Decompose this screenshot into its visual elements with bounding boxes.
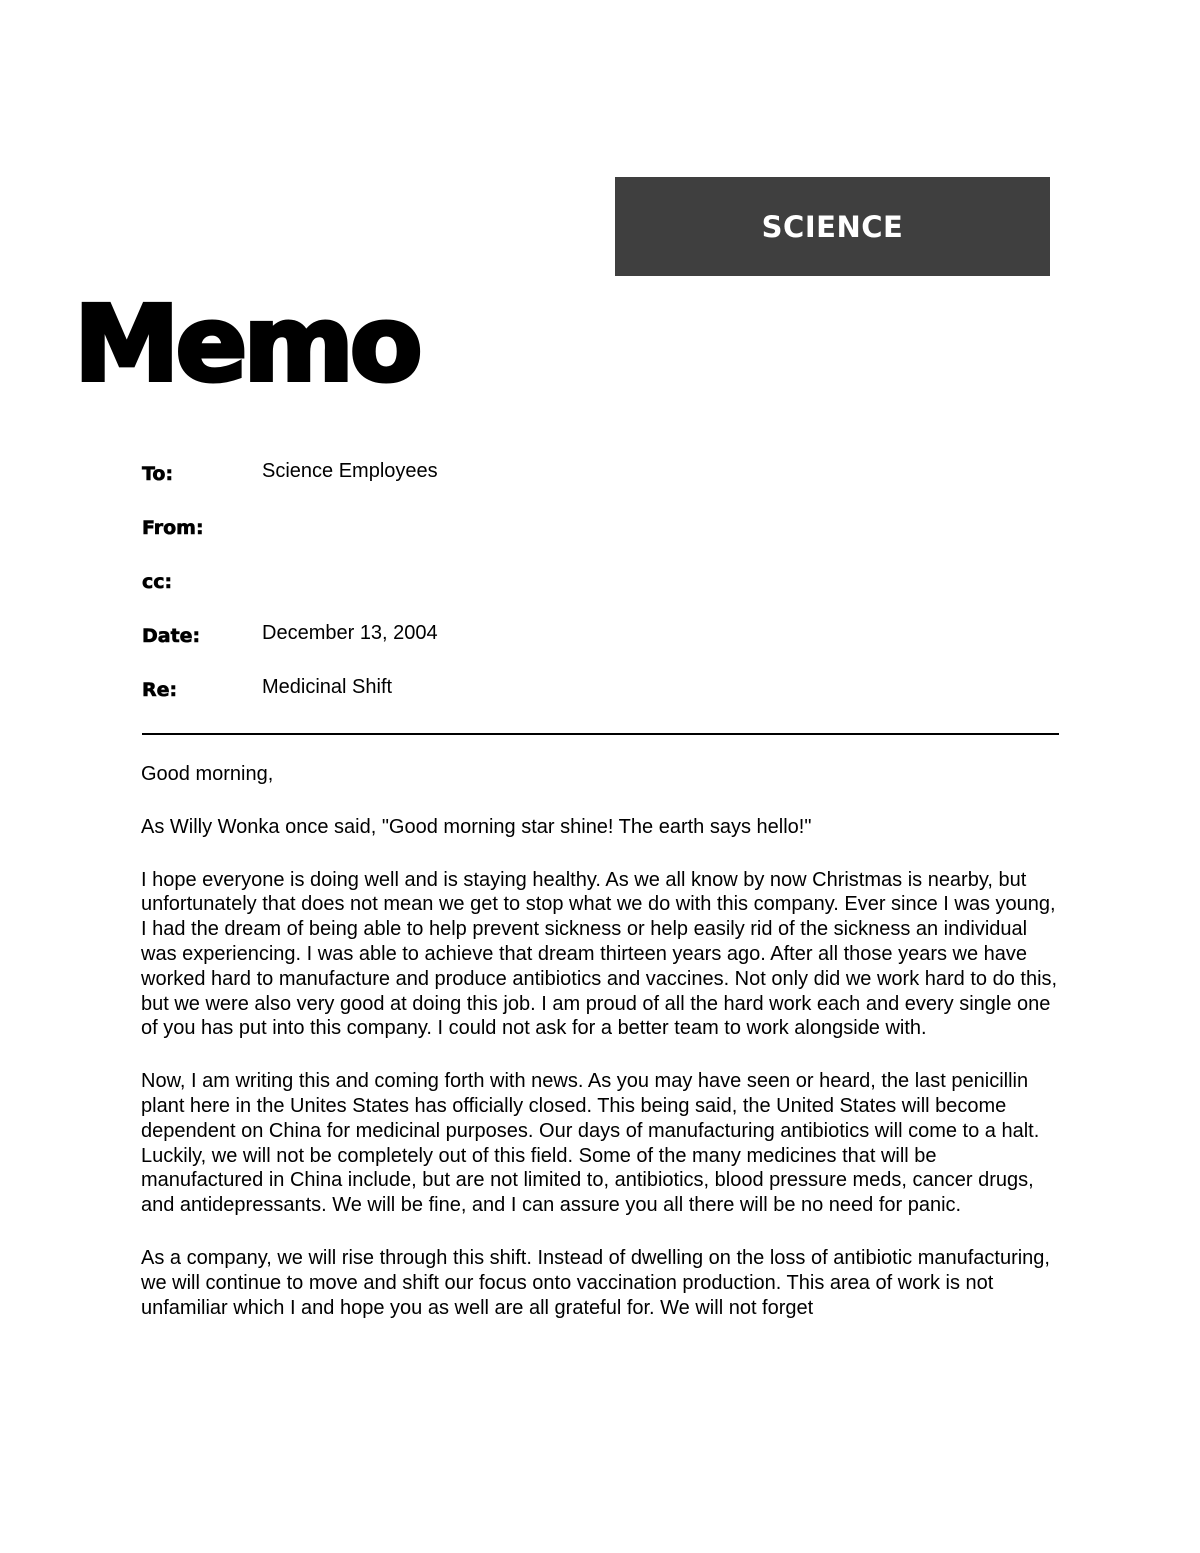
memo-body	[141, 762, 1061, 1348]
field-row-from	[142, 514, 1042, 542]
banner-label: SCIENCE	[761, 209, 904, 244]
field-value-date: December 13, 2004	[262, 622, 438, 644]
field-row-date	[142, 622, 1042, 650]
body-paragraph-2: Now, I am writing this and coming forth with news. As you may have seen or heard, the last penicillin plant here in the Unites States has officially closed. This being said, the United States will become dependent on China for medicinal purposes. Our days of manufacturing antibiotics will come to a halt. Luckily, we will not be completely out of this field. Some of the many medicines that will be manufactured in China include, but are not limited to, antibiotics, blood pressure meds, cancer drugs, and antidepressants. We will be fine, and I can assure you all there will be no need for panic.	[141, 1070, 1040, 1217]
field-row-to	[142, 460, 1042, 488]
body-paragraph-1: I hope everyone is doing well and is staying healthy. As we all know by now Christmas is nearby, but unfortunately that does not mean we get to stop what we do with this company. Ever since I was young, I had the dream of being able to help prevent sickness or help easily rid of the sickness an individual was experiencing. I was able to achieve that dream thirteen years ago. After all those years we have worked hard to manufacture and produce antibiotics and vaccines. Not only did we work hard to do this, but we were also very good at doing this job. I am proud of all the hard work each and every single one of you has put into this company. I could not ask for a better team to work alongside with.	[141, 868, 1058, 1040]
field-row-re	[142, 676, 1042, 704]
department-banner	[615, 177, 1050, 276]
field-label-cc: cc:	[142, 571, 173, 593]
greeting: Good morning,	[141, 763, 274, 785]
field-label-date: Date:	[142, 625, 201, 647]
field-label-from: From:	[142, 517, 204, 539]
memo-title: Memo	[74, 283, 419, 405]
header-divider	[142, 733, 1059, 735]
field-row-cc	[142, 568, 1042, 596]
quote-paragraph: As Willy Wonka once said, "Good morning star shine! The earth says hello!"	[141, 815, 812, 838]
field-value-re: Medicinal Shift	[262, 676, 393, 698]
field-label-to: To:	[142, 463, 174, 485]
field-label-re: Re:	[142, 679, 178, 701]
field-value-to: Science Employees	[262, 460, 438, 482]
body-paragraph-3: As a company, we will rise through this shift. Instead of dwelling on the loss of antibiotic manufacturing, we will continue to move and shift our focus onto vaccination production. This area of work is not unfamiliar which I and hope you as well are all grateful for. We will not forget	[141, 1246, 1050, 1319]
